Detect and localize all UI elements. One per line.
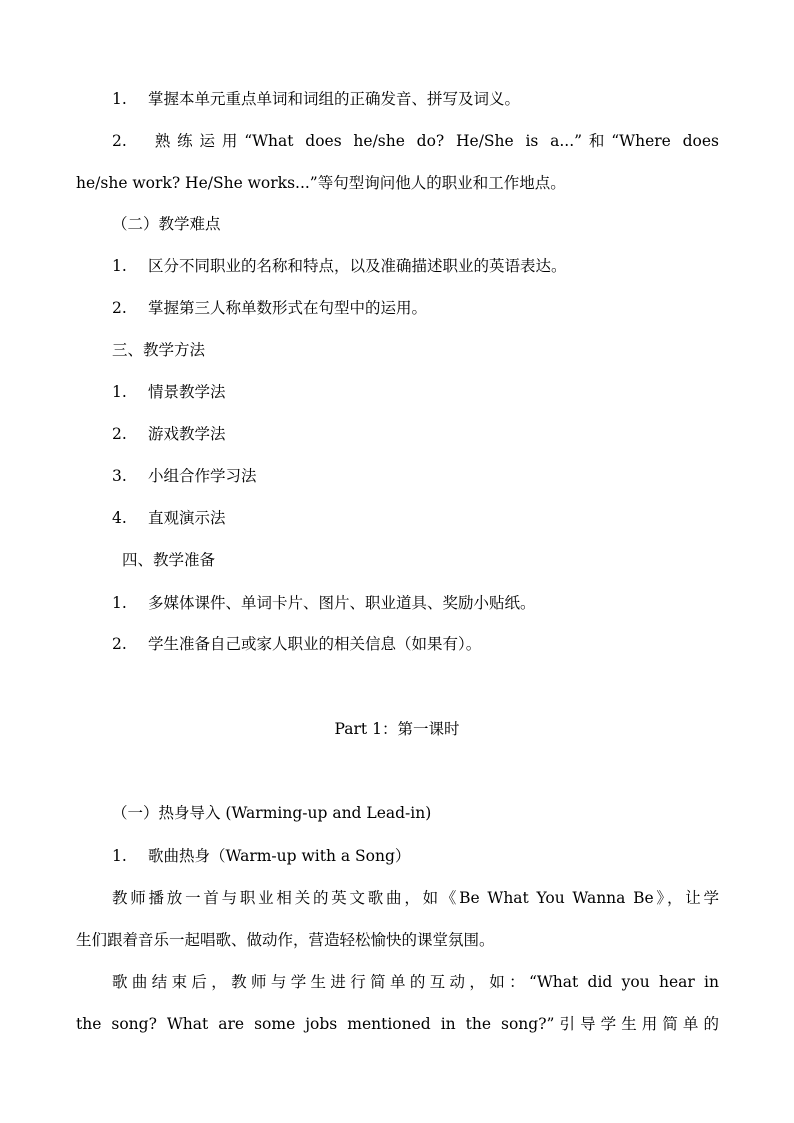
paragraph-2-line-1: 歌曲结束后，教师与学生进行简单的互动，如：“What did you hear in bbox=[112, 973, 719, 991]
list-number: 1. bbox=[112, 257, 127, 275]
list-text: 小组合作学习法 bbox=[148, 467, 257, 485]
list-number: 2. bbox=[112, 132, 127, 150]
list-number: 1. bbox=[112, 383, 127, 401]
list-text: 学生准备自己或家人职业的相关信息（如果有）。 bbox=[148, 635, 482, 653]
list-text: he/she work? He/She works...”等句型询问他人的职业和工作地点。 bbox=[76, 174, 566, 192]
list-text: 游戏教学法 bbox=[148, 425, 226, 443]
list-number: 2. bbox=[112, 299, 127, 317]
list-number: 3. bbox=[112, 467, 127, 485]
list-text: 掌握本单元重点单词和词组的正确发音、拼写及词义。 bbox=[148, 90, 521, 108]
prep-item-2 bbox=[112, 633, 481, 655]
prep-item-1 bbox=[112, 592, 536, 614]
list-text: 情景教学法 bbox=[148, 383, 226, 401]
paragraph-1-line-2: 生们跟着音乐一起唱歌、做动作，营造轻松愉快的课堂氛围。 bbox=[76, 931, 495, 949]
method-item-4 bbox=[112, 507, 226, 529]
difficulty-heading: （二）教学难点 bbox=[112, 215, 221, 233]
part-title: Part 1：第一课时 bbox=[334, 720, 460, 738]
list-number: 2. bbox=[112, 635, 127, 653]
list-text: 区分不同职业的名称和特点，以及准确描述职业的英语表达。 bbox=[148, 257, 567, 275]
list-number: 1. bbox=[112, 90, 127, 108]
difficulty-item-1 bbox=[112, 255, 567, 277]
method-item-3 bbox=[112, 465, 257, 487]
prep-heading: 四、教学准备 bbox=[122, 551, 216, 569]
list-text: 歌曲热身（Warm-up with a Song） bbox=[148, 847, 411, 865]
paragraph-1-line-1: 教师播放一首与职业相关的英文歌曲，如《Be What You Wanna Be》，让学 bbox=[112, 889, 719, 907]
objective-item-2 bbox=[112, 130, 719, 152]
objective-item-1 bbox=[112, 88, 520, 110]
list-number: 4. bbox=[112, 509, 127, 527]
method-item-2 bbox=[112, 423, 226, 445]
list-number: 2. bbox=[112, 425, 127, 443]
warmup-heading: （一）热身导入 (Warming-up and Lead-in) bbox=[112, 804, 432, 822]
list-number: 1. bbox=[112, 594, 127, 612]
methods-heading: 三、教学方法 bbox=[112, 341, 206, 359]
list-text: 熟练运用“What does he/she do? He/She is a...”和“Where does bbox=[148, 132, 719, 150]
paragraph-2-line-2: the song? What are some jobs mentioned in the song?”引导学生用简单的 bbox=[76, 1015, 719, 1033]
difficulty-item-2 bbox=[112, 297, 427, 319]
song-item bbox=[112, 845, 410, 867]
list-number: 1. bbox=[112, 847, 127, 865]
list-text: 直观演示法 bbox=[148, 509, 226, 527]
objective-item-2-continued bbox=[76, 172, 566, 194]
list-text: 掌握第三人称单数形式在句型中的运用。 bbox=[148, 299, 428, 317]
list-text: 多媒体课件、单词卡片、图片、职业道具、奖励小贴纸。 bbox=[148, 594, 536, 612]
method-item-1 bbox=[112, 381, 226, 403]
